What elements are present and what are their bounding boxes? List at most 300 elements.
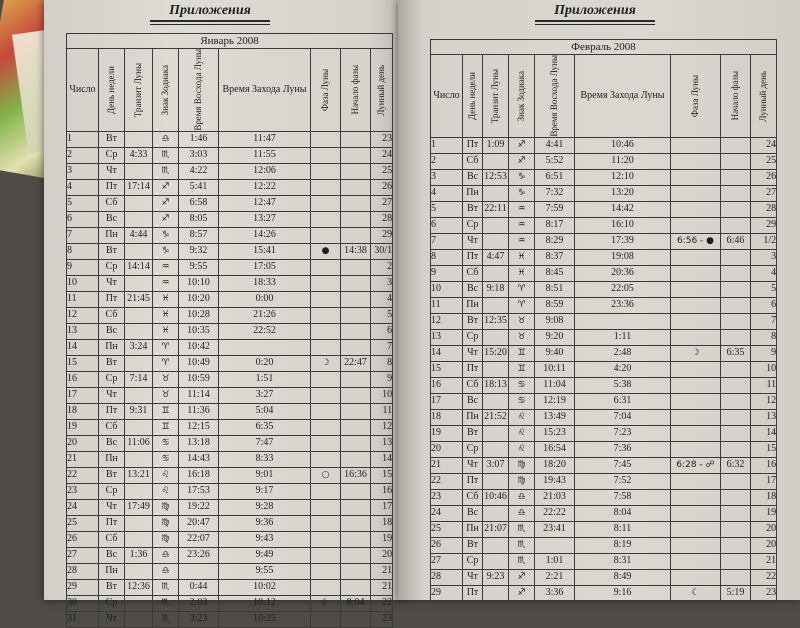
cell-day-number: 20 <box>67 435 99 451</box>
cell-moon-transit: 21:52 <box>483 409 509 425</box>
cell-moon-phase <box>671 537 721 553</box>
cell-moon-transit <box>125 323 153 339</box>
cell-day-number: 14 <box>67 339 99 355</box>
table-row <box>67 435 393 451</box>
cell-phase-start <box>341 611 371 627</box>
cell-moon-phase <box>311 195 341 211</box>
cell-zodiac-sign: ♍ <box>153 515 179 531</box>
cell-zodiac-sign: ♎ <box>153 131 179 147</box>
cell-phase-start <box>721 361 751 377</box>
cell-moon-transit <box>483 297 509 313</box>
cell-phase-start <box>341 419 371 435</box>
cell-moon-transit <box>125 515 153 531</box>
cell-moonrise: 16:54 <box>535 441 575 457</box>
cell-phase-start: 6:35 <box>721 345 751 361</box>
cell-zodiac-sign: ♉ <box>509 329 535 345</box>
cell-zodiac-sign: ♒ <box>153 259 179 275</box>
cell-zodiac-sign: ♎ <box>509 505 535 521</box>
cell-lunar-day: 23 <box>371 611 393 627</box>
table-row <box>67 563 393 579</box>
cell-day-number: 3 <box>67 163 99 179</box>
cell-moonset: 5:38 <box>575 377 671 393</box>
right-page-header: Приложения <box>535 3 655 22</box>
table-row <box>67 323 393 339</box>
cell-day-number: 13 <box>67 323 99 339</box>
cell-moonset: 0:00 <box>219 291 311 307</box>
cell-moon-phase <box>311 403 341 419</box>
cell-weekday: Чт <box>463 457 483 473</box>
cell-moon-phase <box>311 259 341 275</box>
cell-day-number: 15 <box>67 355 99 371</box>
cell-lunar-day: 22 <box>371 595 393 611</box>
cell-day-number: 3 <box>431 169 463 185</box>
cell-zodiac-sign: ♏ <box>153 579 179 595</box>
cell-moonrise: 10:42 <box>179 339 219 355</box>
table-row <box>67 467 393 483</box>
cell-moon-transit <box>483 425 509 441</box>
cell-moonset: 23:36 <box>575 297 671 313</box>
cell-weekday: Чт <box>99 387 125 403</box>
cell-lunar-day: 17 <box>751 473 777 489</box>
cell-weekday: Сб <box>99 531 125 547</box>
cell-phase-start <box>721 185 751 201</box>
cell-moonset: 11:47 <box>219 131 311 147</box>
cell-moonrise: 20:47 <box>179 515 219 531</box>
cell-weekday: Вс <box>99 435 125 451</box>
cell-weekday: Пт <box>99 403 125 419</box>
cell-moonrise: 8:05 <box>179 211 219 227</box>
cell-day-number: 11 <box>67 291 99 307</box>
cell-lunar-day: 1/2 <box>751 233 777 249</box>
cell-moon-transit <box>483 185 509 201</box>
cell-phase-start <box>721 409 751 425</box>
cell-moon-transit <box>483 233 509 249</box>
cell-moonset: 9:55 <box>219 563 311 579</box>
cell-weekday: Чт <box>99 163 125 179</box>
cell-weekday: Сб <box>463 153 483 169</box>
cell-day-number: 27 <box>431 553 463 569</box>
cell-moon-transit <box>125 483 153 499</box>
cell-moonset: 10:25 <box>219 611 311 627</box>
cell-moonrise: 16:18 <box>179 467 219 483</box>
cell-lunar-day: 16 <box>371 483 393 499</box>
cell-zodiac-sign: ♏ <box>153 611 179 627</box>
cell-zodiac-sign: ♌ <box>509 441 535 457</box>
cell-weekday: Сб <box>463 377 483 393</box>
table-row <box>67 451 393 467</box>
cell-moonset: 17:05 <box>219 259 311 275</box>
cell-moon-phase <box>311 179 341 195</box>
cell-lunar-day: 21 <box>371 563 393 579</box>
table-row <box>431 265 777 281</box>
cell-day-number: 28 <box>431 569 463 585</box>
cell-moonrise: 7:32 <box>535 185 575 201</box>
cell-weekday: Пт <box>99 291 125 307</box>
cell-zodiac-sign: ♓ <box>153 307 179 323</box>
cell-weekday: Пн <box>463 185 483 201</box>
cell-moon-transit <box>483 441 509 457</box>
cell-moon-phase <box>311 451 341 467</box>
cell-moonrise: 8:37 <box>535 249 575 265</box>
cell-phase-start <box>341 211 371 227</box>
cell-phase-start <box>721 265 751 281</box>
cell-moon-transit: 18:13 <box>483 377 509 393</box>
cell-lunar-day: 29 <box>751 217 777 233</box>
cell-moonset: 21:26 <box>219 307 311 323</box>
table-row <box>431 537 777 553</box>
cell-day-number: 11 <box>431 297 463 313</box>
cell-moonset: 6:31 <box>575 393 671 409</box>
cell-lunar-day: 28 <box>371 211 393 227</box>
cell-moon-phase <box>311 131 341 147</box>
cell-day-number: 1 <box>431 137 463 153</box>
cell-lunar-day: 8 <box>751 329 777 345</box>
cell-moon-transit: 21:07 <box>483 521 509 537</box>
cell-day-number: 5 <box>431 201 463 217</box>
col-header-lunar-day: Лунный день <box>371 49 393 132</box>
cell-moonrise: 11:14 <box>179 387 219 403</box>
col-header-phase-start: Начало фазы <box>721 55 751 138</box>
cell-zodiac-sign: ♐ <box>509 137 535 153</box>
cell-moonset: 6:35 <box>219 419 311 435</box>
table-row <box>431 457 777 473</box>
cell-weekday: Пн <box>99 339 125 355</box>
cell-lunar-day: 21 <box>371 579 393 595</box>
cell-moon-transit <box>483 537 509 553</box>
cell-zodiac-sign: ♏ <box>153 147 179 163</box>
cell-moonrise: 10:59 <box>179 371 219 387</box>
table-row <box>431 393 777 409</box>
cell-moon-transit: 10:46 <box>483 489 509 505</box>
col-header-moonrise: Время Восхода Луны <box>535 55 575 138</box>
cell-lunar-day: 27 <box>751 185 777 201</box>
table-row <box>431 281 777 297</box>
cell-moonrise: 9:20 <box>535 329 575 345</box>
cell-phase-start <box>721 297 751 313</box>
cell-lunar-day: 20 <box>751 521 777 537</box>
col-header-moon-transit: Транзит Луны <box>483 55 509 138</box>
cell-moonrise: 18:20 <box>535 457 575 473</box>
cell-moon-phase: ☽ <box>671 345 721 361</box>
cell-lunar-day: 19 <box>751 505 777 521</box>
cell-moonrise: 12:19 <box>535 393 575 409</box>
cell-zodiac-sign: ♌ <box>509 425 535 441</box>
cell-moonset: 8:11 <box>575 521 671 537</box>
cell-day-number: 7 <box>431 233 463 249</box>
cell-moonset: 20:36 <box>575 265 671 281</box>
cell-moonrise: 8:45 <box>535 265 575 281</box>
cell-day-number: 19 <box>67 419 99 435</box>
cell-moon-transit <box>483 265 509 281</box>
cell-lunar-day: 21 <box>751 553 777 569</box>
cell-moon-phase <box>311 387 341 403</box>
cell-weekday: Пт <box>463 585 483 601</box>
cell-moonrise: 8:17 <box>535 217 575 233</box>
cell-moon-phase <box>671 409 721 425</box>
cell-weekday: Чт <box>463 569 483 585</box>
cell-moon-phase: ○ <box>311 467 341 483</box>
cell-phase-start <box>721 249 751 265</box>
cell-moonset: 9:01 <box>219 467 311 483</box>
cell-phase-start: 22:47 <box>341 355 371 371</box>
cell-zodiac-sign: ♓ <box>509 249 535 265</box>
cell-moon-transit: 11:06 <box>125 435 153 451</box>
cell-moonset: 12:47 <box>219 195 311 211</box>
cell-phase-start <box>721 377 751 393</box>
cell-lunar-day: 22 <box>751 569 777 585</box>
month-title: Январь 2008 <box>67 34 393 49</box>
cell-moon-transit: 13:21 <box>125 467 153 483</box>
cell-lunar-day: 30/1 <box>371 243 393 259</box>
cell-day-number: 8 <box>431 249 463 265</box>
cell-moonset: 7:36 <box>575 441 671 457</box>
cell-phase-start <box>341 275 371 291</box>
cell-phase-start <box>341 403 371 419</box>
col-header-moon-phase: Фаза Луны <box>671 55 721 138</box>
cell-lunar-day: 8 <box>371 355 393 371</box>
cell-moonrise: 17:53 <box>179 483 219 499</box>
col-header-lunar-day: Лунный день <box>751 55 777 138</box>
cell-zodiac-sign: ♏ <box>509 521 535 537</box>
table-row <box>431 473 777 489</box>
cell-lunar-day: 15 <box>371 467 393 483</box>
cell-moon-phase <box>671 329 721 345</box>
cell-moonset: 12:10 <box>575 169 671 185</box>
cell-lunar-day: 25 <box>751 153 777 169</box>
cell-lunar-day: 26 <box>371 179 393 195</box>
cell-moonrise: 10:49 <box>179 355 219 371</box>
cell-moonset: 16:10 <box>575 217 671 233</box>
table-row <box>431 297 777 313</box>
cell-moonset: 7:04 <box>575 409 671 425</box>
cell-moon-transit: 3:07 <box>483 457 509 473</box>
table-row <box>67 499 393 515</box>
cell-moon-transit <box>483 585 509 601</box>
cell-moonrise: 9:40 <box>535 345 575 361</box>
cell-day-number: 24 <box>67 499 99 515</box>
cell-moonrise: 9:08 <box>535 313 575 329</box>
cell-moon-transit <box>483 553 509 569</box>
cell-moonrise: 4:22 <box>179 163 219 179</box>
cell-zodiac-sign: ♍ <box>509 473 535 489</box>
cell-day-number: 16 <box>431 377 463 393</box>
cell-weekday: Ср <box>99 483 125 499</box>
cell-lunar-day: 6 <box>371 323 393 339</box>
cell-moonrise: 22:22 <box>535 505 575 521</box>
cell-lunar-day: 19 <box>371 531 393 547</box>
cell-phase-start <box>341 531 371 547</box>
cell-moonrise: 12:15 <box>179 419 219 435</box>
table-row <box>67 547 393 563</box>
cell-lunar-day: 4 <box>751 265 777 281</box>
cell-moon-phase <box>311 147 341 163</box>
cell-moonset: 9:28 <box>219 499 311 515</box>
cell-moon-transit <box>125 355 153 371</box>
cell-moon-transit: 17:49 <box>125 499 153 515</box>
cell-zodiac-sign: ♎ <box>509 489 535 505</box>
cell-zodiac-sign: ♏ <box>153 595 179 611</box>
cell-lunar-day: 26 <box>751 169 777 185</box>
table-row <box>431 585 777 601</box>
cell-moon-phase <box>311 531 341 547</box>
cell-zodiac-sign: ♒ <box>509 233 535 249</box>
table-row <box>67 243 393 259</box>
cell-moon-phase <box>671 441 721 457</box>
cell-weekday: Вс <box>463 393 483 409</box>
cell-moonrise: 3:03 <box>179 147 219 163</box>
cell-moon-phase <box>671 281 721 297</box>
cell-zodiac-sign: ♌ <box>153 467 179 483</box>
cell-moonrise: 2:03 <box>179 595 219 611</box>
cell-moonrise: 8:57 <box>179 227 219 243</box>
cell-zodiac-sign: ♑ <box>153 243 179 259</box>
cell-moonrise: 13:49 <box>535 409 575 425</box>
cell-day-number: 15 <box>431 361 463 377</box>
cell-day-number: 9 <box>431 265 463 281</box>
cell-moon-transit: 9:31 <box>125 403 153 419</box>
cell-moon-transit: 9:18 <box>483 281 509 297</box>
cell-weekday: Пн <box>99 227 125 243</box>
cell-moon-transit: 12:35 <box>483 313 509 329</box>
cell-lunar-day: 27 <box>371 195 393 211</box>
cell-zodiac-sign: ♒ <box>509 217 535 233</box>
cell-day-number: 18 <box>67 403 99 419</box>
cell-phase-start <box>341 563 371 579</box>
cell-moonset: 9:16 <box>575 585 671 601</box>
cell-phase-start <box>341 435 371 451</box>
cell-day-number: 20 <box>431 441 463 457</box>
cell-phase-start: 14:38 <box>341 243 371 259</box>
cell-moon-transit <box>483 153 509 169</box>
cell-moon-transit: 17:14 <box>125 179 153 195</box>
cell-weekday: Вс <box>463 281 483 297</box>
cell-weekday: Вс <box>99 547 125 563</box>
table-row <box>431 185 777 201</box>
cell-moon-transit <box>125 163 153 179</box>
cell-phase-start <box>721 505 751 521</box>
table-row <box>431 313 777 329</box>
cell-moonset: 19:08 <box>575 249 671 265</box>
cell-phase-start <box>721 137 751 153</box>
cell-moon-transit: 14:14 <box>125 259 153 275</box>
cell-weekday: Сб <box>99 307 125 323</box>
col-header-day-number: Число <box>431 55 463 138</box>
cell-weekday: Вт <box>99 467 125 483</box>
cell-weekday: Чт <box>463 233 483 249</box>
table-row <box>67 147 393 163</box>
cell-lunar-day: 14 <box>751 425 777 441</box>
cell-moon-transit <box>125 563 153 579</box>
table-row <box>431 569 777 585</box>
cell-phase-start <box>341 131 371 147</box>
cell-moonset: 9:36 <box>219 515 311 531</box>
cell-day-number: 23 <box>67 483 99 499</box>
cell-moon-transit: 1:09 <box>483 137 509 153</box>
cell-phase-start <box>721 569 751 585</box>
cell-moon-transit <box>125 243 153 259</box>
cell-lunar-day: 4 <box>371 291 393 307</box>
cell-lunar-day: 9 <box>751 345 777 361</box>
cell-moon-phase <box>311 435 341 451</box>
cell-moonset: 7:47 <box>219 435 311 451</box>
cell-weekday: Вс <box>99 323 125 339</box>
cell-zodiac-sign: ♊ <box>153 403 179 419</box>
cell-moonrise: 9:55 <box>179 259 219 275</box>
cell-moonset: 7:58 <box>575 489 671 505</box>
cell-lunar-day: 20 <box>371 547 393 563</box>
cell-day-number: 25 <box>431 521 463 537</box>
cell-weekday: Вт <box>99 355 125 371</box>
cell-zodiac-sign: ♓ <box>509 265 535 281</box>
cell-weekday: Ср <box>463 441 483 457</box>
cell-zodiac-sign: ♋ <box>153 451 179 467</box>
cell-weekday: Сб <box>463 265 483 281</box>
cell-moon-phase <box>671 217 721 233</box>
cell-day-number: 21 <box>67 451 99 467</box>
cell-moonrise: 19:22 <box>179 499 219 515</box>
cell-lunar-day: 28 <box>751 201 777 217</box>
cell-moonrise: 15:23 <box>535 425 575 441</box>
col-header-phase-start: Начало фазы <box>341 49 371 132</box>
january-calendar-table <box>66 33 393 628</box>
cell-day-number: 13 <box>431 329 463 345</box>
cell-weekday: Вт <box>99 243 125 259</box>
cell-moon-transit: 7:14 <box>125 371 153 387</box>
cell-moon-transit: 1:36 <box>125 547 153 563</box>
cell-zodiac-sign: ♒ <box>153 275 179 291</box>
cell-moon-phase: 6:56 - ● <box>671 233 721 249</box>
cell-moon-transit: 4:33 <box>125 147 153 163</box>
cell-phase-start <box>341 547 371 563</box>
cell-moonrise: 5:41 <box>179 179 219 195</box>
cell-zodiac-sign: ♉ <box>153 371 179 387</box>
table-row <box>431 361 777 377</box>
col-header-zodiac-sign: Знак Зодиака <box>509 55 535 138</box>
cell-lunar-day: 24 <box>371 147 393 163</box>
cell-moon-phase <box>671 249 721 265</box>
cell-moonrise: 11:36 <box>179 403 219 419</box>
cell-weekday: Пт <box>99 515 125 531</box>
cell-moon-phase: ☾ <box>671 585 721 601</box>
table-row <box>67 259 393 275</box>
cell-phase-start <box>341 387 371 403</box>
cell-moon-transit: 4:47 <box>483 249 509 265</box>
cell-day-number: 4 <box>431 185 463 201</box>
cell-weekday: Вт <box>99 579 125 595</box>
cell-weekday: Пт <box>463 249 483 265</box>
cell-moonrise: 6:51 <box>535 169 575 185</box>
cell-phase-start <box>341 515 371 531</box>
cell-moon-transit <box>483 505 509 521</box>
cell-lunar-day: 14 <box>371 451 393 467</box>
cell-zodiac-sign: ♈ <box>153 355 179 371</box>
cell-moon-phase: ● <box>311 243 341 259</box>
cell-day-number: 22 <box>67 467 99 483</box>
month-title: Февраль 2008 <box>431 40 777 55</box>
cell-moonset: 7:52 <box>575 473 671 489</box>
cell-moonset: 7:23 <box>575 425 671 441</box>
cell-weekday: Пт <box>99 179 125 195</box>
table-row <box>431 201 777 217</box>
cell-weekday: Ср <box>99 595 125 611</box>
cell-phase-start <box>341 339 371 355</box>
cell-moonset: 10:02 <box>219 579 311 595</box>
cell-day-number: 26 <box>431 537 463 553</box>
cell-moon-transit <box>125 611 153 627</box>
cell-phase-start <box>341 307 371 323</box>
cell-lunar-day: 9 <box>371 371 393 387</box>
table-row <box>67 403 393 419</box>
